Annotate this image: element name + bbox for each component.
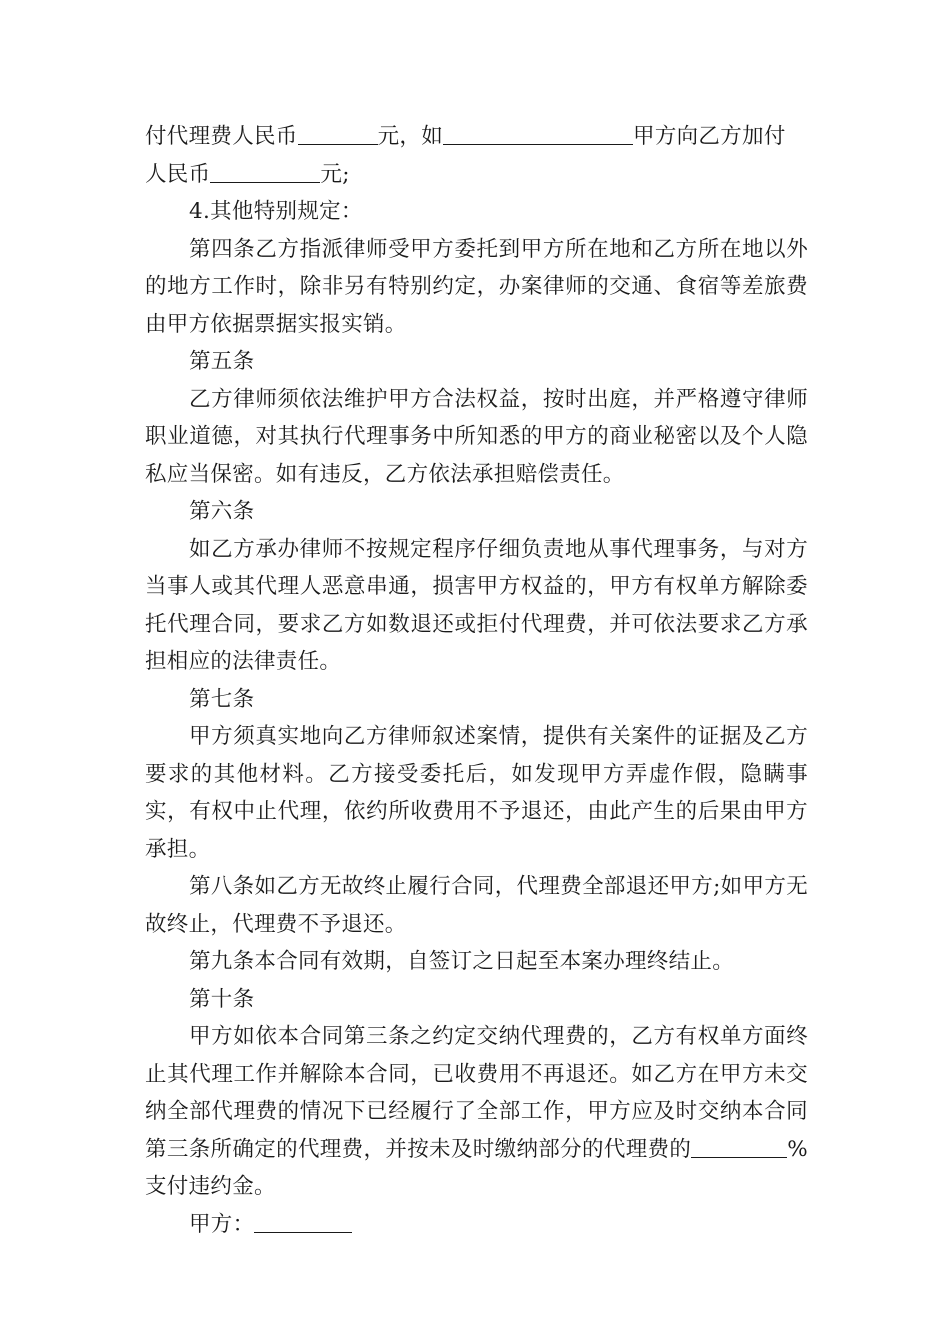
party-a-signature-blank [254, 1211, 352, 1232]
article-6-body: 如乙方承办律师不按规定程序仔细负责地从事代理事务，与对方当事人或其代理人恶意串通，损害甲方权益的，甲方有权单方解除委托代理合同，要求乙方如数退还或拒付代理费，并可依法要求乙方承担相应的法律责任。 [145, 536, 808, 674]
yuan-text: 元; [320, 161, 350, 187]
penalty-percent-blank [691, 1136, 743, 1157]
fee-condition-text: 元，如 [377, 124, 444, 149]
special-provisions: 4.其他特别规定： [189, 199, 363, 224]
article-5-body: 乙方律师须依法维护甲方合法权益，按时出庭，并严格遵守律师职业道德，对其执行代理事务中所知悉的甲方的商业秘密以及个人隐私应当保密。如有违反，乙方依法承担赔偿责任。 [145, 386, 808, 487]
penalty-text: %支付违约金。 [145, 1136, 808, 1199]
condition-blank [443, 124, 633, 145]
fee-line [145, 118, 808, 156]
fee-text: 付代理费人民币 [145, 124, 298, 149]
currency-text: 人民币 [145, 161, 211, 187]
contract-text [145, 118, 808, 1243]
signature-party-a [145, 1206, 808, 1244]
article-9: 第九条本合同有效期，自签订之日起至本案办理终结止。 [189, 949, 735, 974]
article-5-heading: 第五条 [189, 349, 255, 374]
article-6-heading: 第六条 [189, 499, 255, 524]
article-10-text: 甲方如依本合同第三条之约定交纳代理费的，乙方有权单方面终止其代理工作并解除本合同，已收费用不再退还。如乙方在甲方未交纳全部代理费的情况下已经履行了全部工作，甲方应及时交纳本合同第三条所确定的代理费，并按未及时缴纳部分的代理费的 [145, 1024, 808, 1162]
article-7-heading: 第七条 [189, 686, 255, 712]
article-10-heading: 第十条 [189, 986, 255, 1012]
article-10-body [145, 1018, 808, 1206]
fee-amount-blank [298, 124, 378, 145]
additional-fee-text: 甲方向乙方加付 [633, 124, 786, 149]
article-8: 第八条如乙方无故终止履行合同，代理费全部退还甲方;如甲方无故终止，代理费不予退还。 [145, 874, 808, 937]
article-7-body: 甲方须真实地向乙方律师叙述案情，提供有关案件的证据及乙方要求的其他材料。乙方接受委托后，如发现甲方弄虚作假，隐瞒事实，有权中止代理，依约所收费用不予退还，由此产生的后果由甲方承担。 [145, 724, 808, 862]
additional-fee-blank [210, 161, 320, 182]
additional-fee-line [145, 156, 808, 194]
party-a-label: 甲方： [189, 1211, 255, 1237]
article-4: 第四条乙方指派律师受甲方委托到甲方所在地和乙方所在地以外的地方工作时，除非另有特别约定，办案律师的交通、食宿等差旅费由甲方依据票据实报实销。 [145, 236, 808, 337]
penalty-percent-blank-cont [743, 1136, 787, 1157]
